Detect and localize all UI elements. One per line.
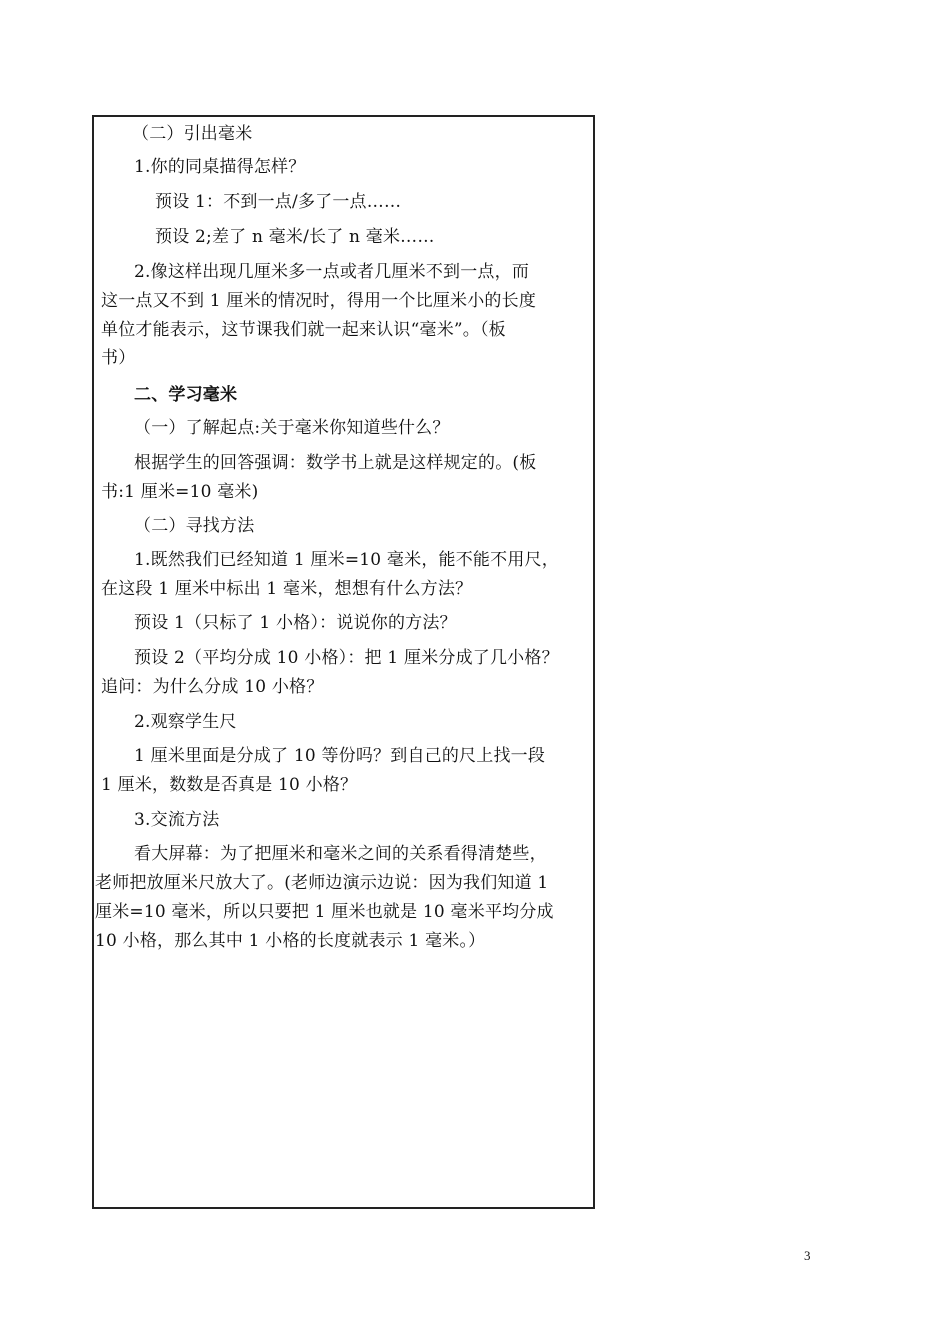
text-line: 预设 2;差了 n 毫米/长了 n 毫米…… [155,227,435,247]
text-line: 10 小格，那么其中 1 小格的长度就表示 1 毫米。） [95,931,486,951]
section-heading-learn-mm: 二、学习毫米 [134,385,238,405]
text-line: 根据学生的回答强调：数学书上就是这样规定的。(板 [134,453,537,473]
text-line: 追问：为什么分成 10 小格？ [101,677,324,697]
text-line: 预设 2（平均分成 10 小格）：把 1 厘米分成了几小格？ [134,648,559,668]
text-line: 看大屏幕：为了把厘米和毫米之间的关系看得清楚些， [134,844,547,864]
text-line: 1.你的同桌描得怎样？ [134,157,306,177]
text-line: 书:1 厘米=10 毫米) [101,482,259,502]
text-line: 预设 1（只标了 1 小格）：说说你的方法？ [134,613,457,633]
text-line: 预设 1：不到一点/多了一点…… [155,192,402,212]
text-line: 厘米=10 毫米，所以只要把 1 厘米也就是 10 毫米平均分成 [95,902,554,922]
subsection-heading-introduce-mm: （二）引出毫米 [132,124,253,144]
text-line: 书） [101,348,136,368]
text-line: 老师把放厘米尺放大了。(老师边演示边说：因为我们知道 1 [95,873,549,893]
text-line: 2.像这样出现几厘米多一点或者几厘米不到一点，而 [134,262,530,282]
subsection-heading-find-method: （二）寻找方法 [134,516,255,536]
text-line: 在这段 1 厘米中标出 1 毫米，想想有什么方法？ [101,579,473,599]
text-line: 3.交流方法 [134,810,220,830]
page-number: 3 [804,1248,811,1263]
text-line: 1.既然我们已经知道 1 厘米=10 毫米，能不能不用尺， [134,550,559,570]
text-line: 单位才能表示，这节课我们就一起来认识“毫米”。（板 [101,320,506,340]
text-line: 1 厘米，数数是否真是 10 小格？ [101,775,358,795]
text-line: 这一点又不到 1 厘米的情况时，得用一个比厘米小的长度 [101,291,537,311]
subsection-heading-starting-point: （一）了解起点:关于毫米你知道些什么？ [134,418,450,438]
text-line: 2.观察学生尺 [134,712,237,732]
text-line: 1 厘米里面是分成了 10 等份吗？到自己的尺上找一段 [134,746,546,766]
